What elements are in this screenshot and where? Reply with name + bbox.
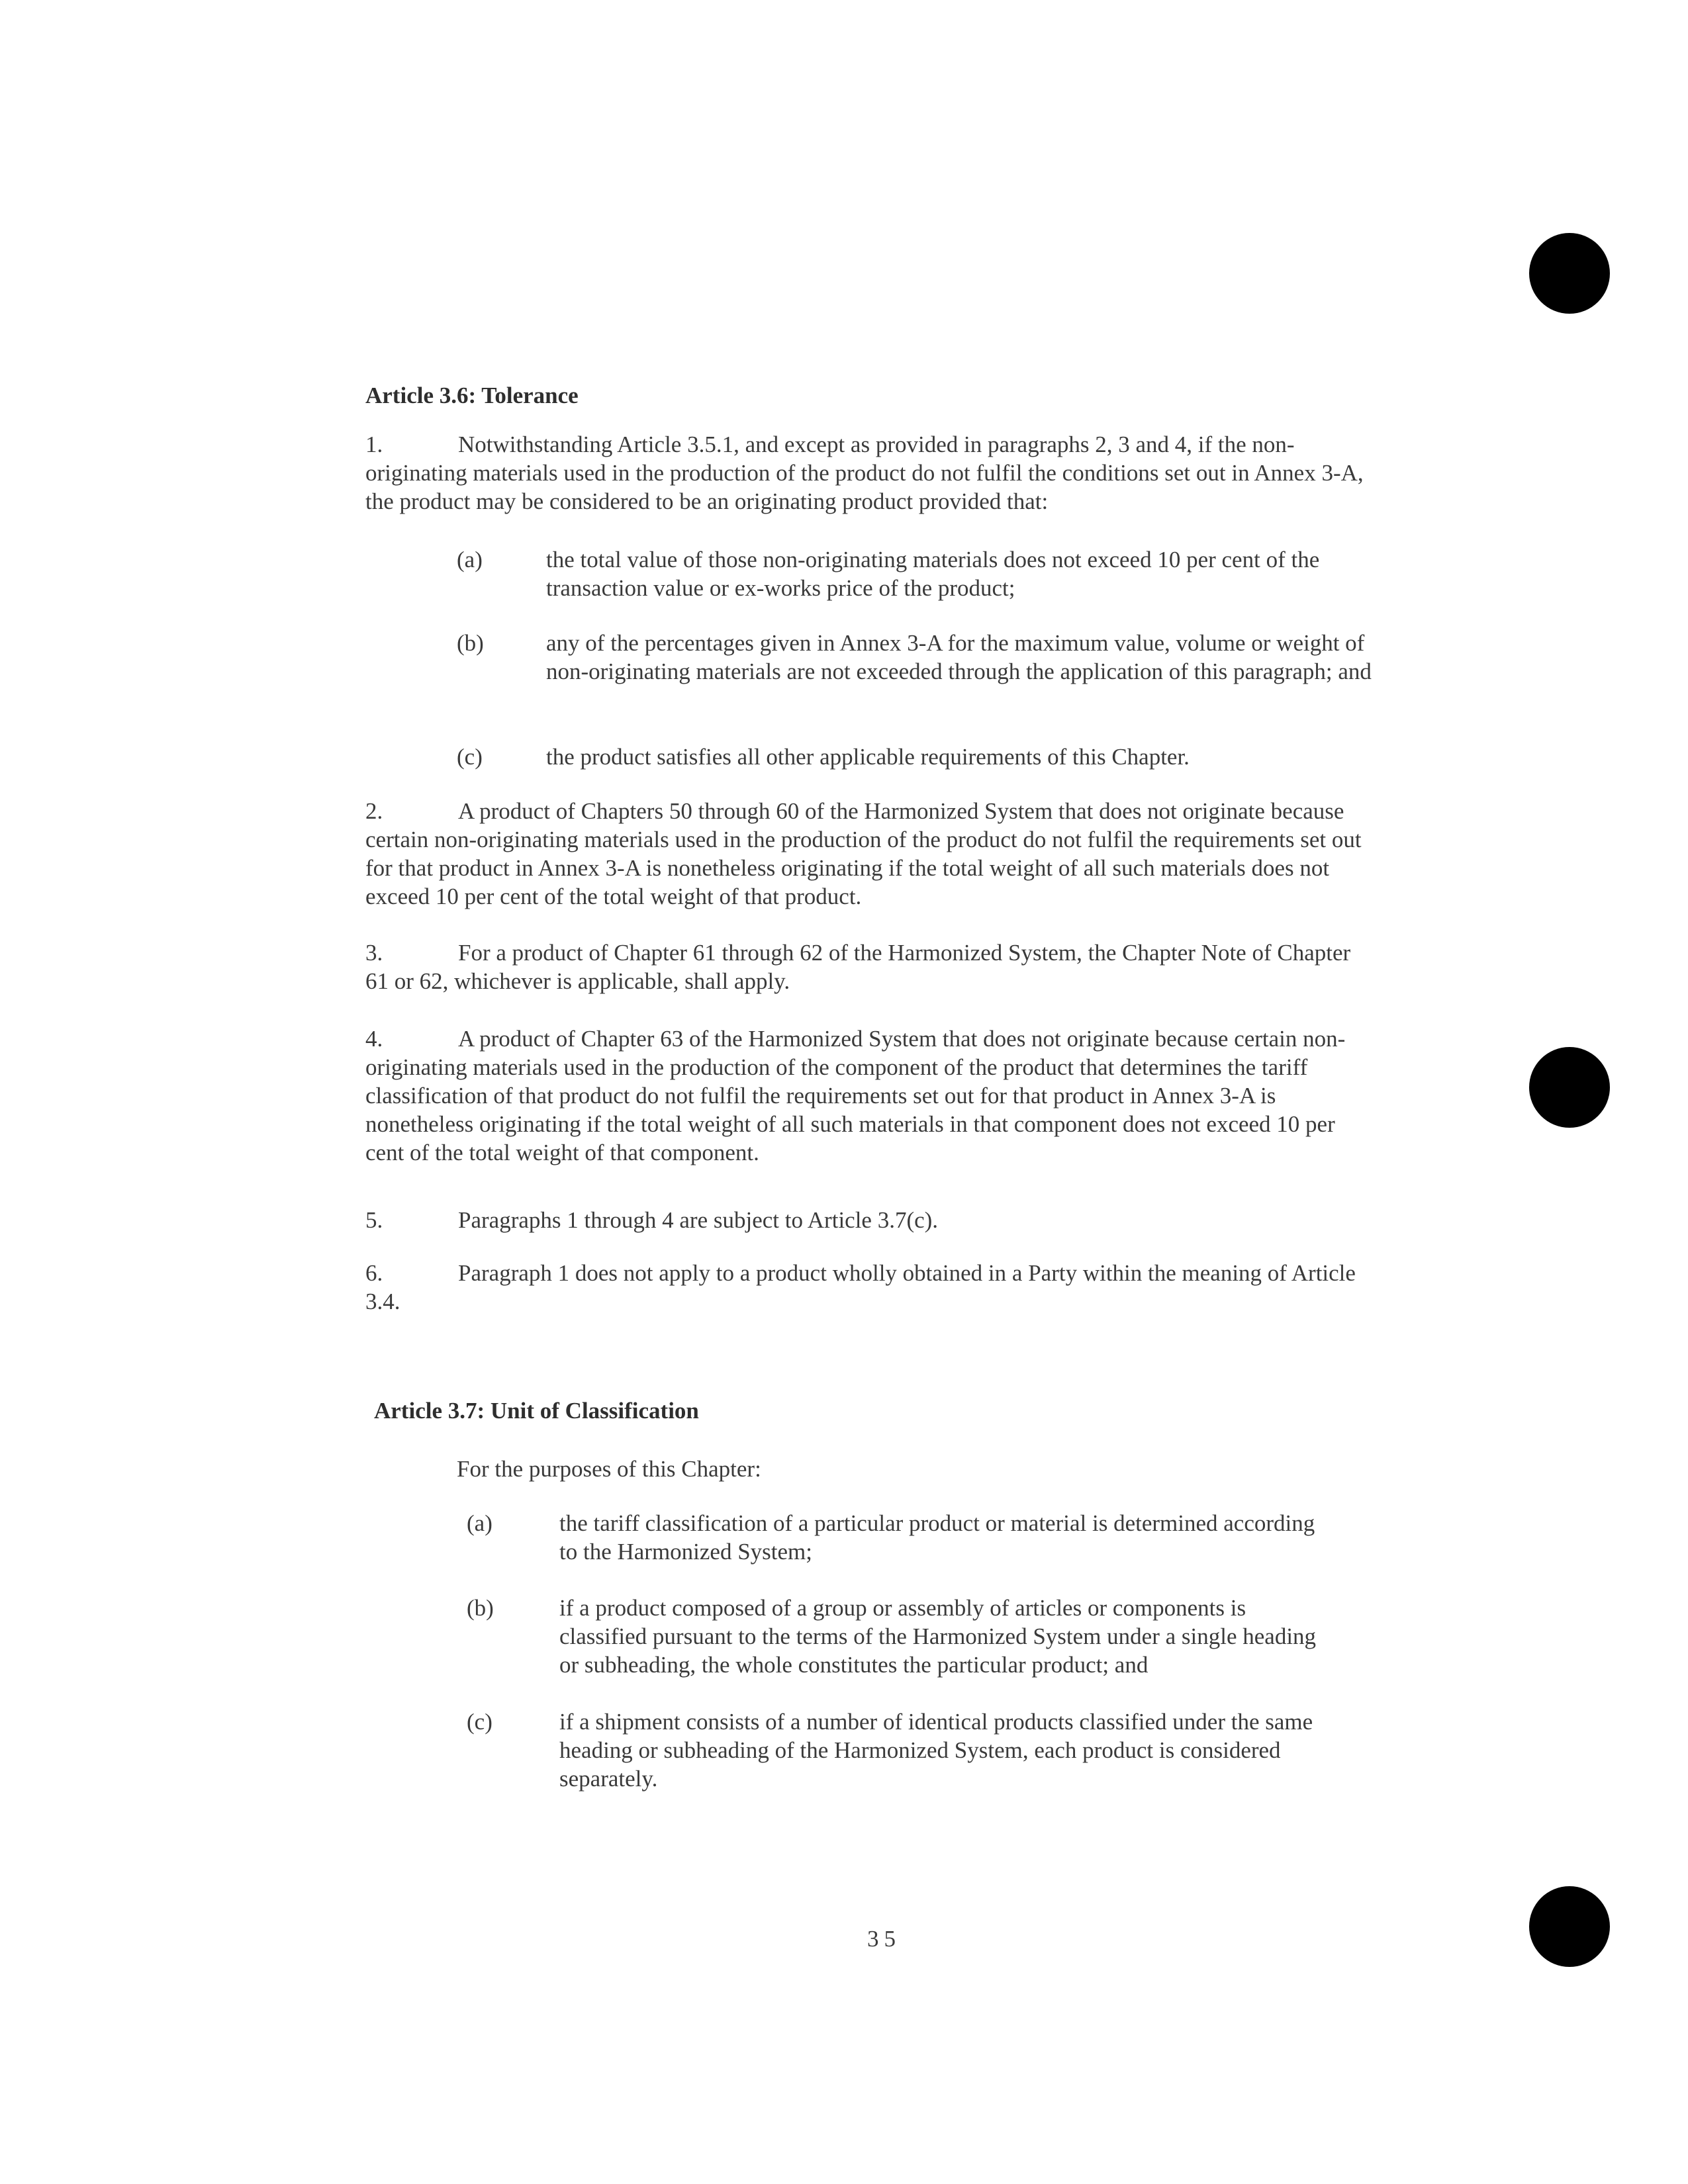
paragraph-number: 5. [365,1207,383,1233]
article-3-6-item-b [457,629,1383,715]
paragraph-text: Paragraph 1 does not apply to a product wholly obtained in a Party within the meaning of Article 3.4. [365,1260,1356,1314]
item-label: (a) [467,1510,492,1536]
paragraph-number: 3. [365,940,383,966]
item-label: (a) [457,547,483,572]
article-3-7-item-c [467,1707,1360,1794]
paragraph-text: A product of Chapter 63 of the Harmonized System that does not originate because certain non-originating materials used in the production of the component of the product that determines the tariff classification of that product do not fulfil the requirements set out for that product in Annex 3-A is nonetheless originating if the total weight of all such materials in that component does not exceed 10 per cent of the total weight of that component. [365,1026,1346,1165]
article-3-6-paragraph-1 [365,430,1378,516]
item-text: the tariff classification of a particular product or material is determined according to the Harmonized System; [559,1510,1315,1565]
paragraph-number: 6. [365,1260,383,1286]
item-text: any of the percentages given in Annex 3-A for the maximum value, volume or weight of non-originating materials are not exceeded through the application of this paragraph; and [546,630,1372,684]
item-text: the total value of those non-originating materials does not exceed 10 per cent of the transaction value or ex-works price of the product; [546,547,1320,601]
paragraph-text: For a product of Chapter 61 through 62 of the Harmonized System, the Chapter Note of Chapter 61 or 62, whichever is applicable, shall apply. [365,940,1351,994]
article-3-6-paragraph-2 [365,797,1378,911]
punch-hole-bottom [1529,1886,1610,1967]
paragraph-text: Paragraphs 1 through 4 are subject to Article 3.7(c). [458,1207,939,1233]
article-3-6-paragraph-6 [365,1259,1378,1316]
item-label: (b) [457,630,484,656]
item-label: (b) [467,1595,494,1621]
article-3-7-heading: Article 3.7: Unit of Classification [374,1398,699,1424]
article-3-6-item-a [457,545,1383,605]
punch-hole-top [1529,233,1610,314]
item-text: the product satisfies all other applicable requirements of this Chapter. [546,744,1190,770]
item-text: if a product composed of a group or assembly of articles or components is classified pursuant to the terms of the Harmonized System under a single heading or subheading, the whole constitutes the particular product; and [559,1595,1317,1678]
item-label: (c) [467,1709,492,1735]
article-3-7-item-b [467,1594,1360,1680]
paragraph-number: 4. [365,1026,383,1052]
article-3-7-intro: For the purposes of this Chapter: [457,1456,761,1482]
article-3-6-heading: Article 3.6: Tolerance [365,383,579,408]
article-3-6-paragraph-3 [365,938,1378,995]
paragraph-number: 1. [365,432,383,457]
item-label: (c) [457,744,483,770]
article-3-6-paragraph-5 [365,1206,1378,1234]
page-number: 35 [867,1926,901,1952]
article-3-6-paragraph-4 [365,1024,1378,1167]
article-3-6-item-c [457,743,1383,772]
paragraph-number: 2. [365,798,383,824]
article-3-7-item-a [467,1509,1360,1569]
item-text: if a shipment consists of a number of identical products classified under the same heading or subheading of the Harmonized System, each product is considered separately. [559,1709,1313,1792]
punch-hole-middle [1529,1047,1610,1128]
paragraph-text: A product of Chapters 50 through 60 of the Harmonized System that does not originate because certain non-originating materials used in the production of the product do not fulfil the requirements set out for that product in Annex 3-A is nonetheless originating if the total weight of all such materials does not exceed 10 per cent of the total weight of that product. [365,798,1362,909]
paragraph-text: Notwithstanding Article 3.5.1, and except as provided in paragraphs 2, 3 and 4, if the non-originating materials used in the production of the product do not fulfil the conditions set out in Annex 3-A, the product may be considered to be an originating product provided that: [365,432,1364,514]
